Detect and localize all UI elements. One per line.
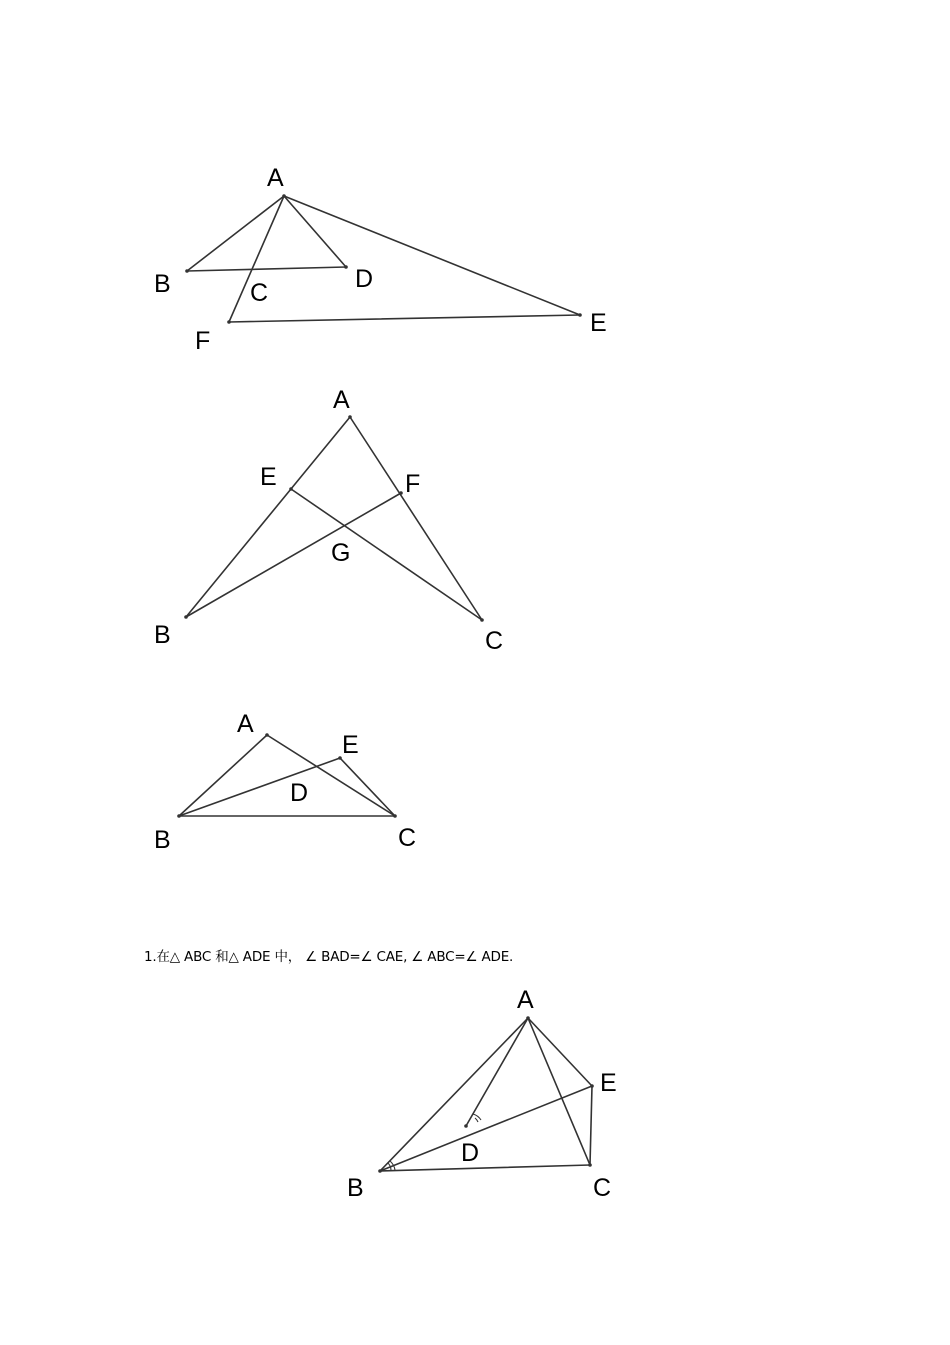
label-d: D xyxy=(355,265,374,293)
label-a: A xyxy=(237,710,254,738)
label-c: C xyxy=(250,279,269,307)
point-c xyxy=(588,1163,592,1167)
segment-bc xyxy=(380,1165,590,1171)
label-f: F xyxy=(195,327,211,355)
segment-ab xyxy=(380,1018,528,1171)
segment-ac xyxy=(528,1018,590,1165)
label-d: D xyxy=(461,1139,480,1167)
problem-statement: 1.在△ ABC 和△ ADE 中， ∠ BAD=∠ CAE, ∠ ABC=∠ ADE. xyxy=(144,949,514,965)
point-a xyxy=(526,1016,530,1020)
label-d: D xyxy=(290,779,309,807)
point-d xyxy=(464,1124,468,1128)
label-a: A xyxy=(267,164,284,192)
label-b: B xyxy=(154,621,171,649)
segment-ae xyxy=(528,1018,592,1086)
label-c: C xyxy=(593,1174,612,1202)
segment-be xyxy=(380,1086,592,1171)
label-a: A xyxy=(517,986,534,1014)
point-e xyxy=(590,1084,594,1088)
label-e: E xyxy=(600,1069,617,1097)
angle-mark-ade-outer xyxy=(473,1114,481,1120)
point-b xyxy=(378,1169,382,1173)
label-f: F xyxy=(405,470,421,498)
label-e: E xyxy=(342,731,359,759)
angle-mark-ade-inner xyxy=(475,1118,478,1122)
label-b: B xyxy=(347,1174,364,1202)
label-a: A xyxy=(333,386,350,414)
label-b: B xyxy=(154,826,171,854)
label-g: G xyxy=(331,539,351,567)
label-e: E xyxy=(590,309,607,337)
label-c: C xyxy=(485,627,504,655)
label-c: C xyxy=(398,824,417,852)
label-b: B xyxy=(154,270,171,298)
label-e: E xyxy=(260,463,277,491)
segment-ec xyxy=(590,1086,592,1165)
